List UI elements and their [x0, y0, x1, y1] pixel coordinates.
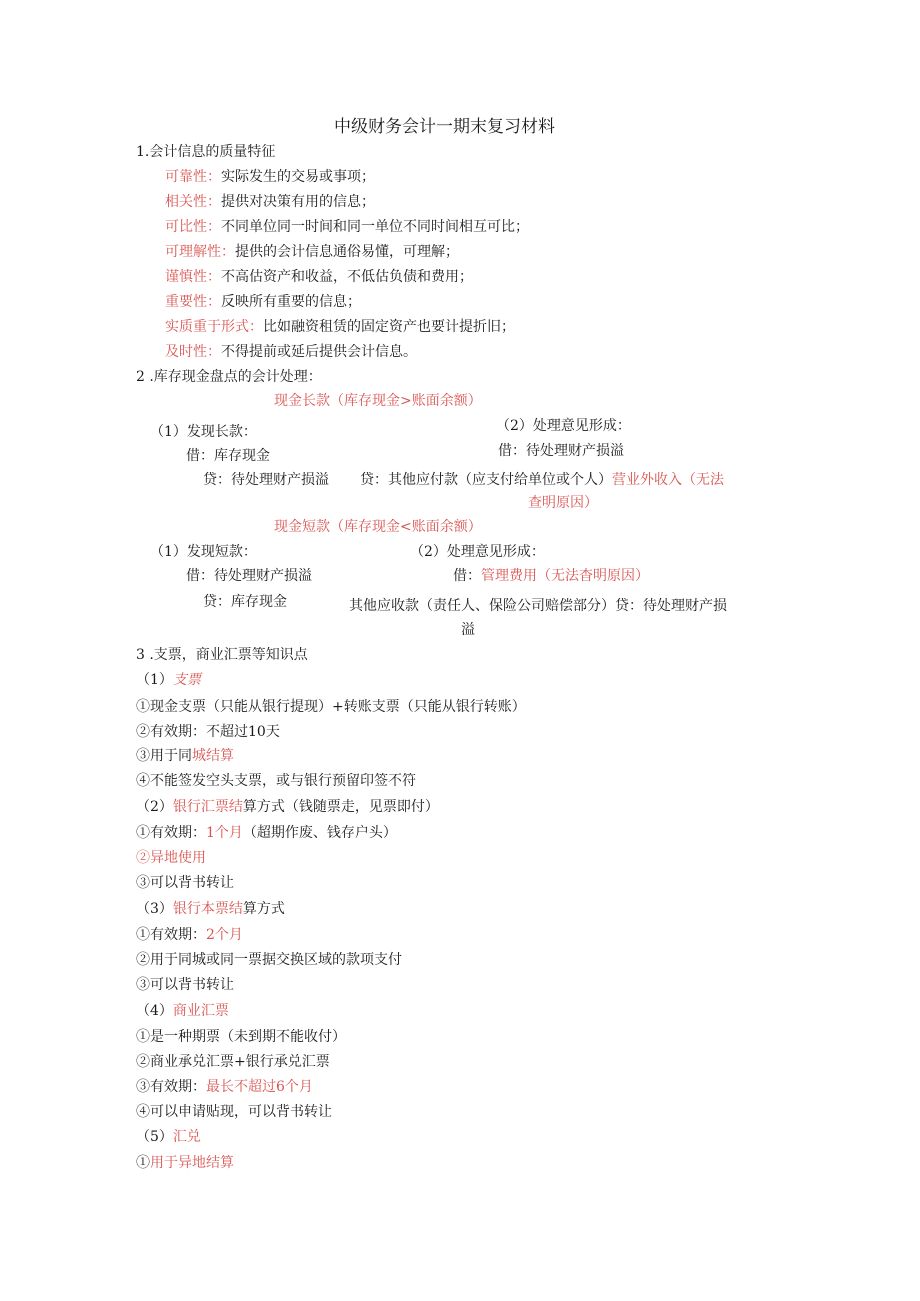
quality-item	[165, 317, 515, 337]
list-item: ②有效期：不超过10天	[136, 724, 280, 740]
quality-item	[165, 267, 473, 287]
section-2-heading: 2 .库存现金盘点的会计处理：	[136, 369, 322, 385]
overage-right-head: （2）处理意见形成：	[496, 418, 631, 434]
sub-rest: 算方式	[242, 901, 285, 917]
quality-desc: 不高估资产和收益，不低估负债和费用；	[221, 269, 473, 285]
sub-heading-cashier-check	[136, 899, 285, 919]
overage-right-credit-cont: 查明原因）	[528, 495, 598, 511]
quality-item	[165, 342, 417, 362]
shortage-left-credit: 贷：库存现金	[203, 594, 287, 610]
sub-num: （5）	[136, 1129, 173, 1145]
shortage-left-head: （1）发现短款：	[150, 544, 257, 560]
quality-term: 可靠性：	[165, 169, 221, 185]
list-item: ③可以背书转让	[136, 875, 234, 891]
quality-desc: 提供的会计信息通俗易懂，可理解；	[235, 244, 459, 260]
sub-rest: 算方式（钱随票走，见票即付）	[242, 799, 439, 815]
list-item: ②异地使用	[136, 850, 206, 866]
list-item: ④不能签发空头支票，或与银行预留印签不符	[136, 773, 416, 789]
cash-overage-title: 现金长款（库存现金>账面余额）	[274, 393, 482, 409]
debit-admin-expense: 管理费用（无法杳明原因）	[481, 568, 649, 584]
item-highlight: 1个月	[206, 825, 243, 841]
sub-name: 汇兑	[172, 1129, 201, 1145]
quality-desc: 不同单位同一时间和同一单位不同时间相互可比；	[221, 219, 529, 235]
overage-left-head: （1）发现长款：	[150, 424, 257, 440]
sub-name: 支票	[172, 672, 201, 688]
sub-num: （4）	[136, 1003, 173, 1019]
quality-item	[165, 192, 375, 212]
quality-desc: 反映所有重要的信息；	[221, 294, 361, 310]
shortage-right-head: （2）处理意见形成：	[410, 544, 545, 560]
list-item	[136, 823, 397, 843]
list-item: ②用于同城或同一票据交换区域的款项支付	[136, 952, 402, 968]
quality-item	[165, 292, 361, 312]
credit-nonoperating-income: 营业外收入（无法	[612, 472, 724, 488]
quality-term: 谨慎性：	[165, 269, 221, 285]
section-3-heading: 3 .支票，商业汇票等知识点	[136, 647, 308, 663]
shortage-right-credit: 其他应收款（责任人、保险公司赔偿部分）贷：待处理财产损	[349, 598, 727, 614]
shortage-right-credit-cont: 溢	[461, 622, 475, 638]
quality-term: 可比性：	[165, 219, 221, 235]
quality-term: 实质重于形式：	[165, 319, 263, 335]
item-text: （超期作废、钱存户头）	[242, 825, 397, 841]
quality-desc: 不得提前或延后提供会计信息。	[221, 344, 417, 360]
quality-desc: 提供对决策有用的信息；	[221, 194, 375, 210]
credit-other-payable: 贷：其他应付款（应支付给单位或个人）	[360, 472, 612, 488]
overage-left-credit: 贷：待处理财产损溢	[203, 472, 329, 488]
quality-desc: 比如融资租赁的固定资产也要计提折旧；	[263, 319, 515, 335]
sub-heading-bank-draft	[136, 797, 439, 817]
item-text: ③有效期：	[136, 1079, 206, 1095]
debit-label: 借：	[453, 568, 481, 584]
quality-term: 重要性：	[165, 294, 221, 310]
quality-term: 可理解性：	[165, 244, 235, 260]
overage-right-debit: 借：待处理财产损溢	[498, 443, 624, 459]
item-highlight: 2个月	[206, 927, 243, 943]
quality-desc: 实际发生的交易或事项；	[221, 169, 375, 185]
item-text: ①有效期：	[136, 927, 206, 943]
sub-heading-commercial-draft	[136, 1001, 229, 1021]
quality-term: 相关性：	[165, 194, 221, 210]
overage-right-credit	[360, 470, 724, 490]
sub-heading-remittance	[136, 1127, 201, 1147]
overage-left-debit: 借：库存现金	[186, 448, 270, 464]
quality-item	[165, 167, 375, 187]
sub-num: （3）	[136, 901, 173, 917]
page-title: 中级财务会计一期末复习材料	[334, 117, 555, 137]
sub-heading-check	[136, 670, 201, 690]
quality-item	[165, 242, 459, 262]
list-item	[136, 925, 243, 945]
list-item: ①是一种期票（未到期不能收付）	[136, 1029, 346, 1045]
sub-num: （2）	[136, 799, 173, 815]
section-1-heading: 1.会计信息的质量特征	[136, 144, 276, 160]
shortage-left-debit: 借：待处理财产损溢	[186, 568, 312, 584]
item-text: ③用于同	[136, 748, 192, 764]
sub-name: 银行本票结	[172, 901, 243, 917]
item-highlight: 最长不超过6个月	[206, 1079, 313, 1095]
list-item: ②商业承兑汇票+银行承兑汇票	[136, 1054, 330, 1070]
item-highlight: 城结算	[192, 748, 234, 764]
quality-term: 及时性：	[165, 344, 221, 360]
list-item: ④可以申请贴现，可以背书转让	[136, 1104, 332, 1120]
sub-name: 银行汇票结	[172, 799, 243, 815]
sub-name: 商业汇票	[172, 1003, 229, 1019]
list-item: ③可以背书转让	[136, 977, 234, 993]
item-highlight: 用于异地结算	[150, 1155, 234, 1171]
item-text: ①	[136, 1155, 150, 1171]
list-item: ①现金支票（只能从银行提现）+转账支票（只能从银行转账）	[136, 699, 526, 715]
sub-num: （1）	[136, 672, 173, 688]
item-text: ①有效期：	[136, 825, 206, 841]
list-item	[136, 746, 234, 766]
quality-item	[165, 217, 529, 237]
shortage-right-debit	[453, 566, 649, 586]
cash-shortage-title: 现金短款（库存现金<账面余额）	[274, 519, 482, 535]
list-item	[136, 1077, 313, 1097]
list-item	[136, 1153, 234, 1173]
